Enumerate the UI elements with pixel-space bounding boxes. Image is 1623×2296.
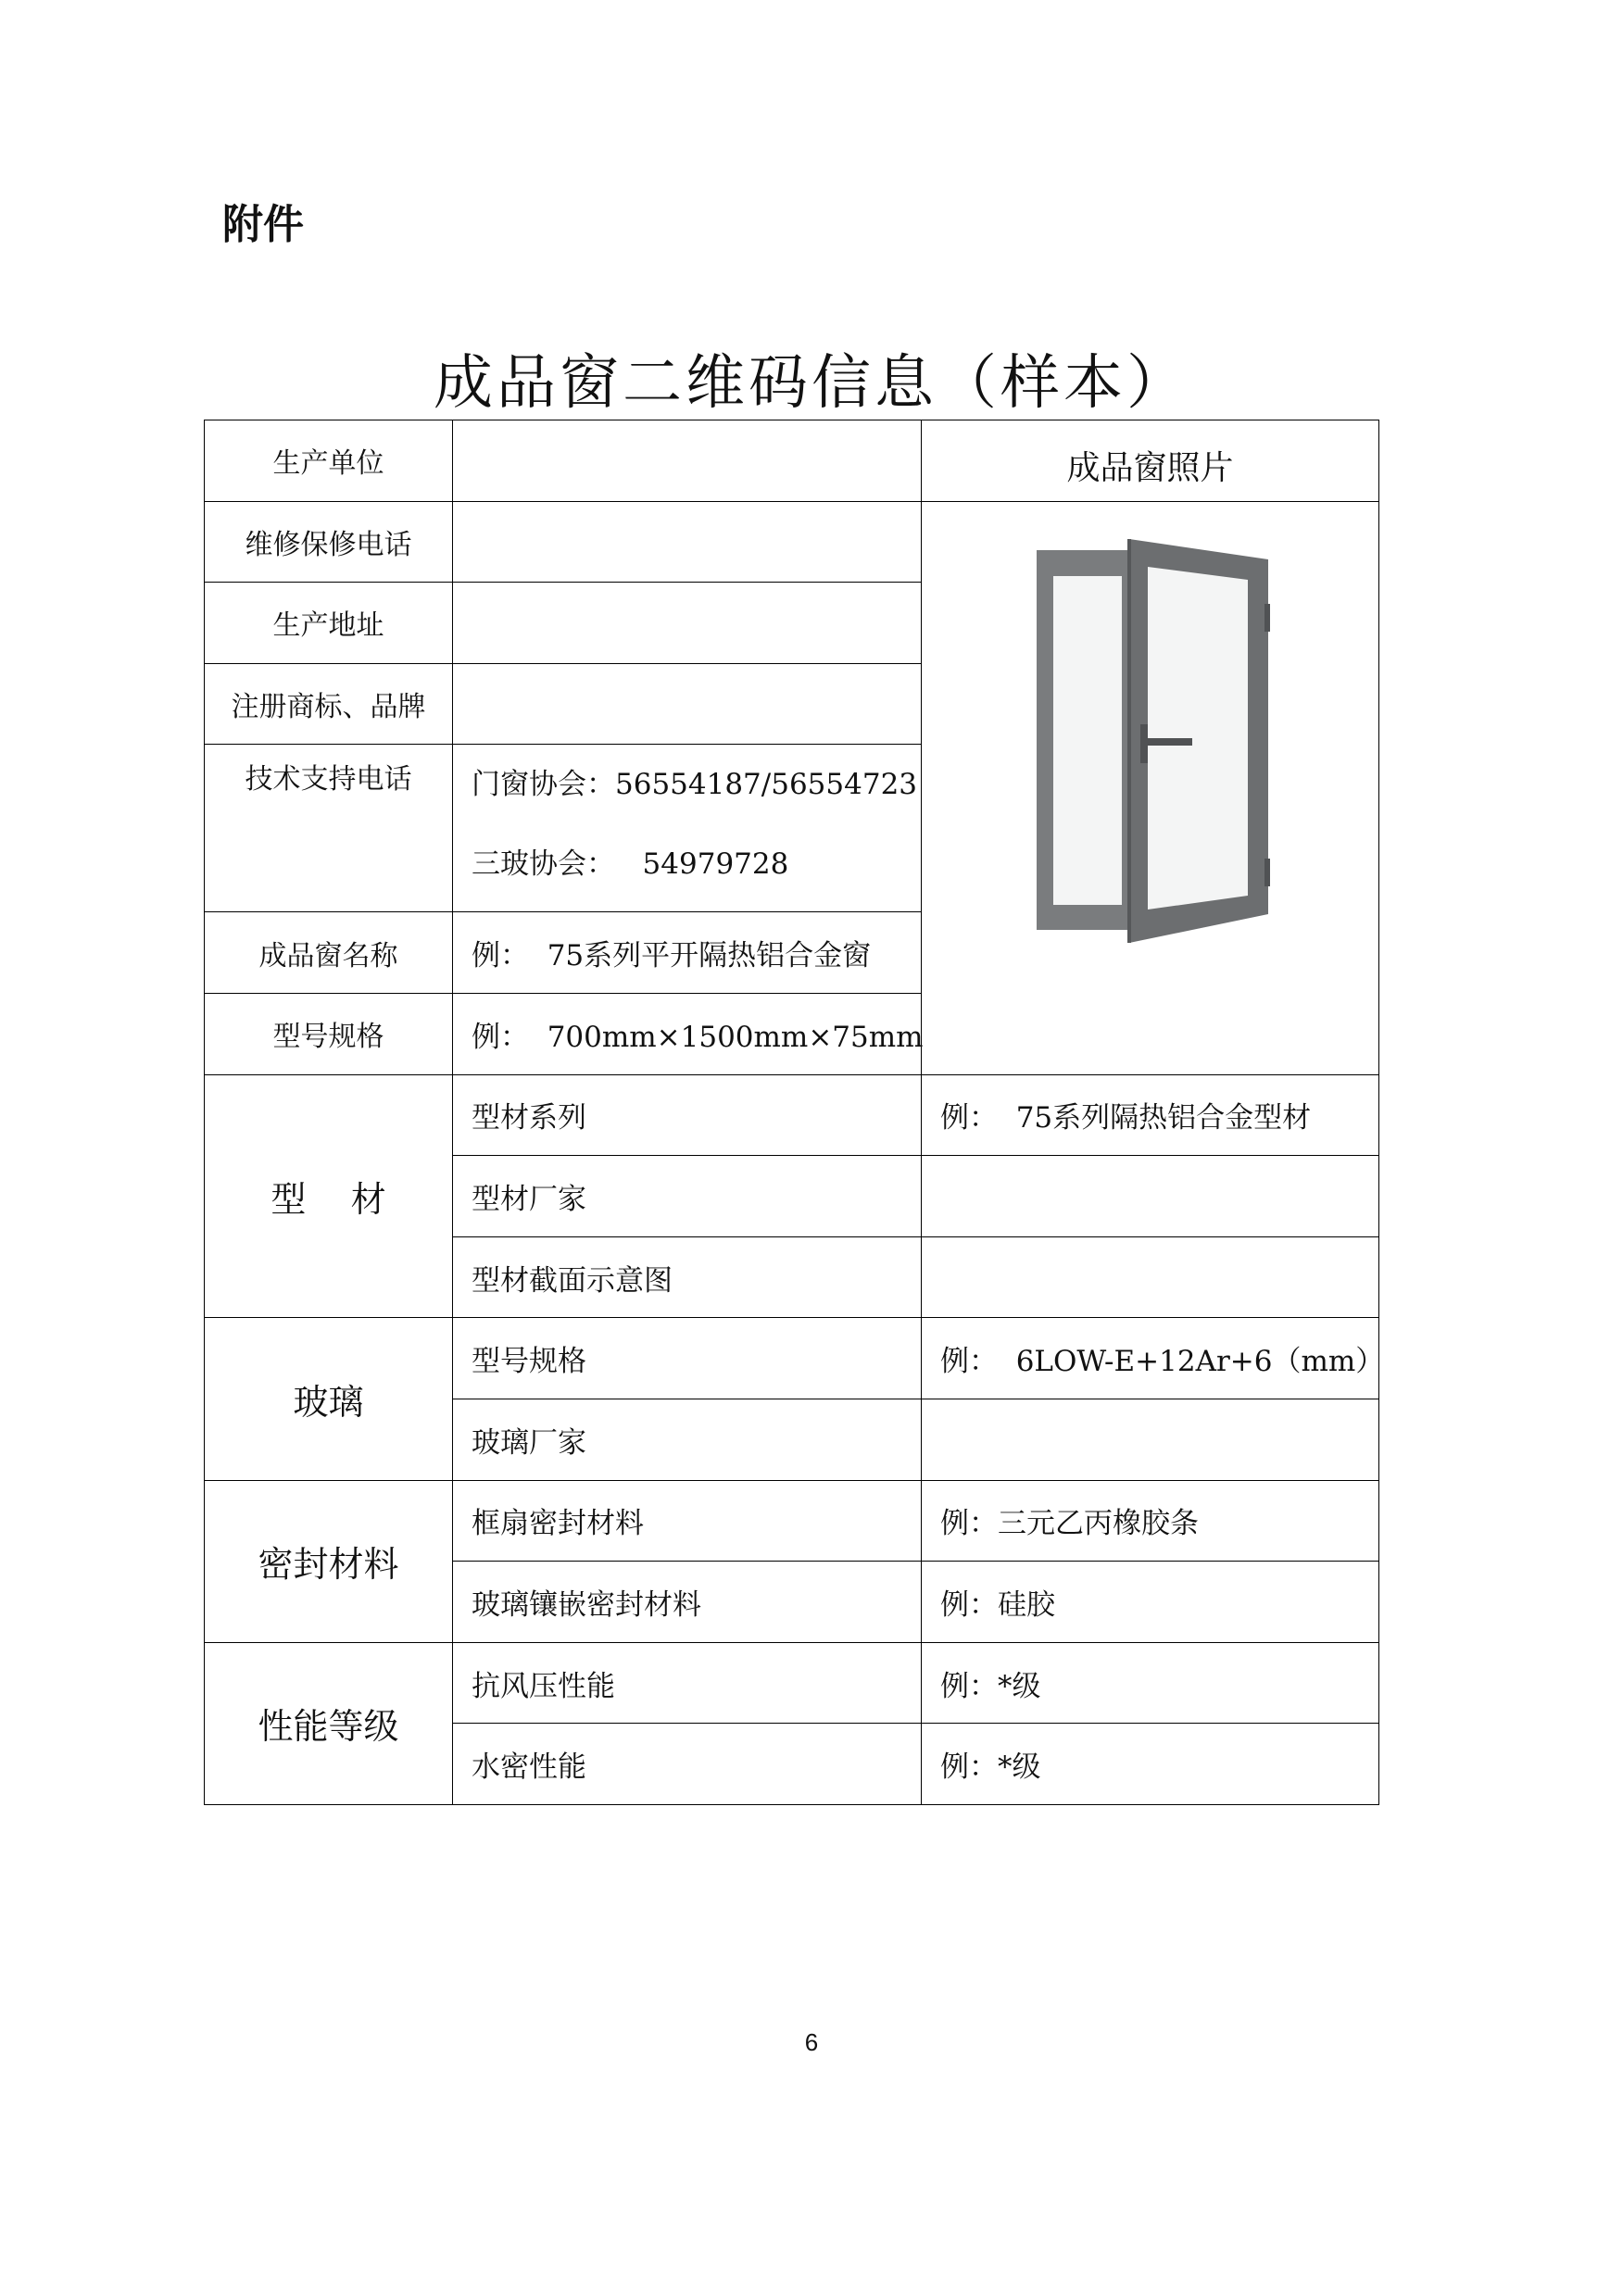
address-label: 生产地址 (205, 583, 453, 664)
page-title: 成品窗二维码信息（样本） (434, 349, 1189, 418)
profile-series-label: 型材系列 (453, 1074, 922, 1156)
glass-group-label: 玻璃 (205, 1318, 453, 1480)
tech-support-value (453, 745, 922, 912)
profile-section-label: 型材截面示意图 (453, 1236, 922, 1318)
glazing-seal-value: 例：硅胶 (922, 1562, 1379, 1643)
wind-pressure-value: 例：*级 (922, 1642, 1379, 1724)
profile-section-value (922, 1236, 1379, 1318)
water-tightness-value: 例：*级 (922, 1724, 1379, 1805)
sash-seal-label: 框扇密封材料 (453, 1480, 922, 1562)
sash-seal-value: 例：三元乙丙橡胶条 (922, 1480, 1379, 1562)
performance-group-label: 性能等级 (205, 1642, 453, 1804)
address-value (453, 583, 922, 664)
photo-header: 成品窗照片 (922, 420, 1379, 502)
hinge-bottom (1264, 859, 1270, 886)
window-name-value: 例： 75系列平开隔热铝合金窗 (453, 912, 922, 994)
glass-maker-label: 玻璃厂家 (453, 1399, 922, 1480)
page-number: 6 (804, 2028, 819, 2056)
qr-info-table (204, 420, 1385, 1805)
brand-label: 注册商标、品牌 (205, 663, 453, 745)
tech-support-label: 技术支持电话 (205, 745, 453, 912)
attachment-label: 附件 (222, 201, 304, 248)
brand-value (453, 663, 922, 745)
window-handle (1146, 738, 1192, 746)
tech-support-line-2: 三玻协会： 54979728 (472, 847, 789, 882)
glass-maker-value (922, 1399, 1379, 1480)
model-spec-value: 例： 700mm×1500mm×75mm (453, 993, 922, 1074)
glass-spec-label: 型号规格 (453, 1318, 922, 1399)
producer-label: 生产单位 (205, 420, 453, 502)
window-fixed-glass (1053, 576, 1122, 905)
window-name-label: 成品窗名称 (205, 912, 453, 994)
wind-pressure-label: 抗风压性能 (453, 1642, 922, 1724)
profile-maker-value (922, 1156, 1379, 1237)
window-photo-cell (922, 501, 1379, 1074)
water-tightness-label: 水密性能 (453, 1724, 922, 1805)
service-phone-label: 维修保修电话 (205, 501, 453, 583)
model-spec-label: 型号规格 (205, 993, 453, 1074)
profile-series-value: 例： 75系列隔热铝合金型材 (922, 1074, 1379, 1156)
profile-group-label: 型 材 (205, 1074, 453, 1318)
glass-spec-value: 例： 6LOW-E+12Ar+6（mm） (922, 1318, 1379, 1399)
tech-support-line-1: 门窗协会：56554187/56554723 (472, 768, 918, 802)
hinge-top (1264, 604, 1270, 632)
glazing-seal-label: 玻璃镶嵌密封材料 (453, 1562, 922, 1643)
producer-value (453, 420, 922, 502)
service-phone-value (453, 501, 922, 583)
profile-maker-label: 型材厂家 (453, 1156, 922, 1237)
window-photo (1025, 539, 1276, 947)
seal-group-label: 密封材料 (205, 1480, 453, 1642)
